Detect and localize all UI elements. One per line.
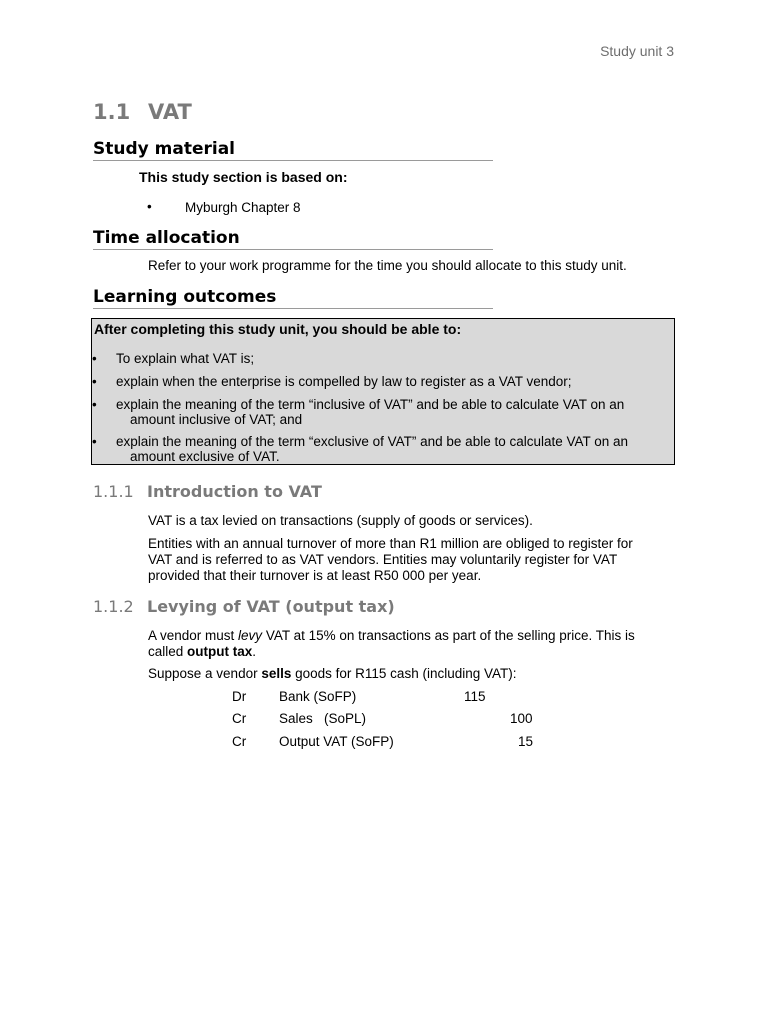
levying-paragraph-1: A vendor must levy VAT at 15% on transactions as part of the selling price. This is called output tax.	[148, 628, 635, 659]
bullet: •	[92, 374, 97, 389]
journal-side: Dr	[232, 689, 247, 704]
study-material-item: Myburgh Chapter 8	[185, 200, 301, 215]
time-allocation-text: Refer to your work programme for the time you should allocate to this study unit.	[148, 258, 627, 273]
bullet: •	[92, 434, 97, 449]
journal-side: Cr	[232, 734, 247, 749]
subsection-heading-levying: 1.1.2 Levying of VAT (output tax)	[93, 597, 395, 616]
running-header: Study unit 3	[600, 43, 674, 59]
section-number: 1.1	[93, 100, 131, 124]
intro-paragraph-1: VAT is a tax levied on transactions (supply of goods or services).	[148, 513, 533, 528]
bullet: •	[92, 351, 97, 366]
intro-paragraph-2: Entities with an annual turnover of more than R1 million are obliged to register for VAT and is referred to as VAT vendors. Entities may voluntarily register for VAT provided that their turnover is at least R50 000 per year.	[148, 536, 633, 583]
learning-outcome-item: • explain the meaning of the term “exclusive of VAT” and be able to calculate VAT on an amount exclusive of VAT.	[92, 434, 629, 464]
journal-side: Cr	[232, 711, 247, 726]
learning-outcome-item: • To explain what VAT is;	[92, 351, 255, 366]
learning-outcome-item: • explain the meaning of the term “inclusive of VAT” and be able to calculate VAT on an amount inclusive of VAT; and	[92, 397, 625, 427]
study-material-heading: Study material	[93, 139, 493, 161]
journal-account: Sales (SoPL)	[279, 711, 367, 726]
learning-outcomes-heading: Learning outcomes	[93, 287, 493, 309]
journal-account: Output VAT (SoFP)	[279, 734, 394, 749]
subsection-heading-intro: 1.1.1 Introduction to VAT	[93, 482, 322, 501]
study-material-intro: This study section is based on:	[139, 169, 348, 185]
study-material-bullet: •	[147, 199, 152, 214]
bullet: •	[92, 397, 97, 412]
journal-debit: 115	[464, 689, 486, 704]
journal-account: Bank (SoFP)	[279, 689, 357, 704]
section-title	[93, 100, 192, 124]
levying-paragraph-2: Suppose a vendor sells goods for R115 cash (including VAT):	[148, 666, 517, 681]
learning-outcomes-box	[91, 318, 675, 465]
learning-outcomes-box-heading: After completing this study unit, you should be able to:	[94, 321, 462, 337]
journal-credit: 100	[510, 711, 533, 726]
time-allocation-heading: Time allocation	[93, 228, 493, 250]
learning-outcome-item: • explain when the enterprise is compelled by law to register as a VAT vendor;	[92, 374, 572, 389]
section-title-text: VAT	[148, 100, 192, 124]
journal-credit: 15	[518, 734, 534, 749]
